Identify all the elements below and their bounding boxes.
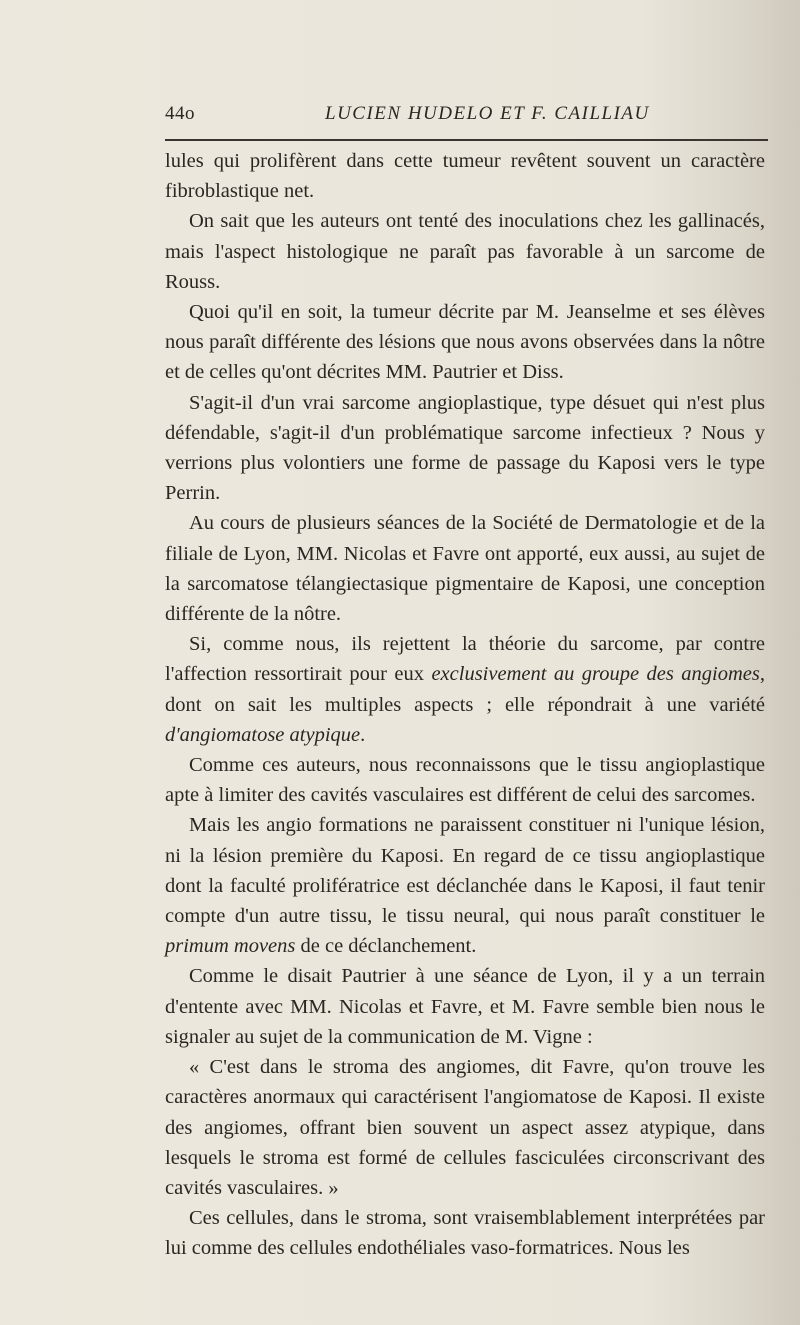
italic-text: exclusivement au groupe des angiomes	[431, 663, 760, 686]
text-segment: Mais les angio formations ne paraissent constituer ni l'unique lésion, ni la lésion première du Kaposi. En regard de ce tissu angioplastique dont la faculté prolifératrice est déclanchée dans le Kaposi, il faut tenir compte d'un autre tissu, le tissu neural, qui nous paraît constituer le	[165, 814, 765, 928]
paragraph	[165, 146, 765, 206]
paragraph	[165, 750, 765, 810]
paragraph	[165, 508, 765, 629]
page-number: 44o	[165, 103, 195, 124]
page-header	[165, 103, 775, 133]
paragraph	[165, 810, 765, 961]
header-rule	[165, 139, 768, 141]
text-segment: lules qui prolifèrent dans cette tumeur revêtent souvent un caractère fibroblastique net.	[165, 150, 765, 203]
text-segment: S'agit-il d'un vrai sarcome angioplastique, type désuet qui n'est plus défendable, s'agit-il d'un problématique sarcome infectieux ? Nous y verrions plus volontiers une forme de passage du Kaposi vers le type Perrin.	[165, 391, 765, 505]
running-head: LUCIEN HUDELO ET F. CAILLIAU	[325, 103, 650, 124]
paragraph	[165, 1052, 765, 1203]
paragraph	[165, 388, 765, 509]
text-segment: Comme ces auteurs, nous reconnaissons que le tissu angioplastique apte à limiter des cavités vasculaires est différent de celui des sarcomes.	[165, 754, 765, 807]
text-segment: Si, comme nous, ils rejettent la théorie du sarcome, par contre l'affection ressortirait pour eux	[165, 633, 765, 686]
body-text	[165, 146, 765, 1264]
paragraph	[165, 629, 765, 750]
italic-text: primum movens	[165, 935, 296, 958]
paragraph	[165, 961, 765, 1052]
text-segment: , dont on sait les multiples aspects ; elle répondrait à une variété	[165, 663, 766, 716]
text-segment: On sait que les auteurs ont tenté des inoculations chez les gallinacés, mais l'aspect histologique ne paraît pas favorable à un sarcome de Rouss.	[165, 210, 765, 293]
text-segment: de ce déclanchement.	[295, 935, 477, 958]
text-segment: Au cours de plusieurs séances de la Société de Dermatologie et de la filiale de Lyon, MM. Nicolas et Favre ont apporté, eux aussi, au sujet de la sarcomatose télangiectasique pigmentaire de Kaposi, une conception différente de la nôtre.	[165, 512, 765, 626]
text-segment: .	[360, 723, 366, 746]
text-segment: Comme le disait Pautrier à une séance de Lyon, il y a un terrain d'entente avec MM. Nicolas et Favre, et M. Favre semble bien nous le signaler au sujet de la communication de M. Vigne :	[165, 965, 765, 1048]
text-segment: « C'est dans le stroma des angiomes, dit Favre, qu'on trouve les caractères anormaux qui caractérisent l'angiomatose de Kaposi. Il existe des angiomes, offrant bien souvent un aspect assez atypique, dans lesquels le stroma est formé de cellules fasciculées circonscrivant des cavités vasculaires. »	[165, 1056, 765, 1199]
paragraph	[165, 1203, 765, 1263]
paragraph	[165, 206, 765, 297]
paragraph	[165, 297, 765, 388]
text-segment: Quoi qu'il en soit, la tumeur décrite par M. Jeanselme et ses élèves nous paraît différente des lésions que nous avons observées dans la nôtre et de celles qu'ont décrites MM. Pautrier et Diss.	[165, 301, 765, 384]
text-segment: Ces cellules, dans le stroma, sont vraisemblablement interprétées par lui comme des cellules endothéliales vaso-formatrices. Nous les	[165, 1207, 765, 1260]
italic-text: d'angiomatose atypique	[165, 723, 361, 746]
